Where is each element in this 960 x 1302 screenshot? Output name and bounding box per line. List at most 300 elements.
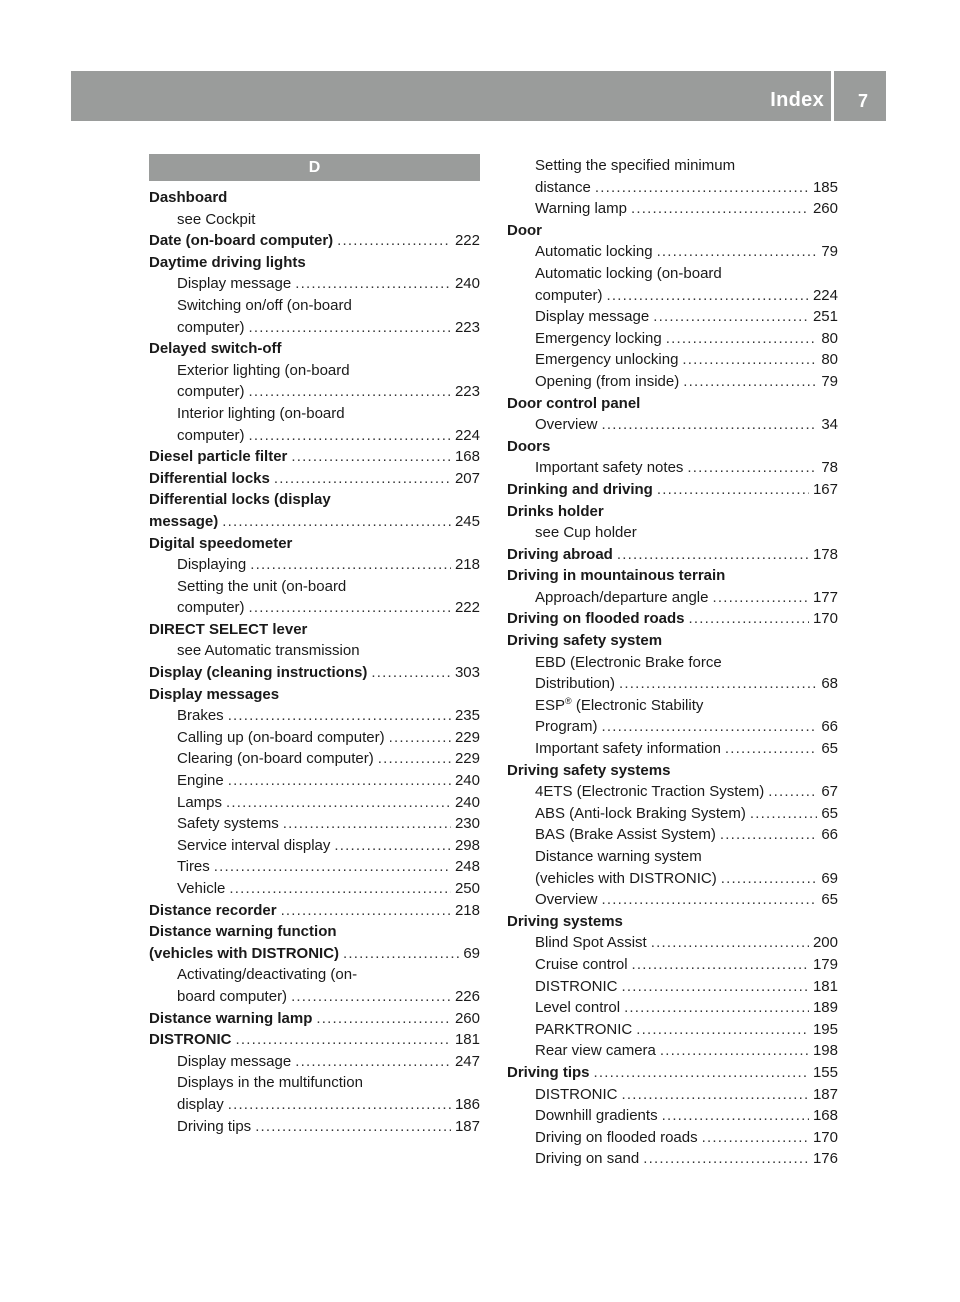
- page-reference[interactable]: 65: [821, 740, 838, 758]
- page-reference[interactable]: 198: [812, 1042, 838, 1060]
- dot-leader: [687, 457, 817, 479]
- index-entry: [149, 1029, 480, 1051]
- entry-text: Activating/deactivating (on-: [177, 966, 358, 984]
- index-entry: [149, 511, 480, 533]
- entry-text: Exterior lighting (on-board: [177, 361, 350, 379]
- dot-leader: [595, 177, 809, 199]
- index-subentry: [507, 587, 838, 609]
- entry-text: Interior lighting (on-board: [177, 404, 345, 422]
- page-reference[interactable]: 178: [812, 545, 838, 563]
- dot-leader: [249, 381, 451, 403]
- index-subentry: [507, 932, 838, 954]
- entry-text: Emergency locking: [535, 329, 662, 347]
- index-entry: [149, 1008, 480, 1030]
- entry-text: see Automatic transmission: [177, 642, 360, 660]
- index-subentry: [507, 1084, 838, 1106]
- dot-leader: [291, 986, 451, 1008]
- dot-leader: [602, 414, 818, 436]
- section-title: Index: [770, 89, 824, 111]
- entry-text: Doors: [507, 437, 551, 455]
- dot-leader: [662, 1105, 809, 1127]
- entry-text: 4ETS (Electronic Traction System): [535, 783, 765, 801]
- dot-leader: [214, 856, 451, 878]
- dot-leader: [720, 824, 817, 846]
- index-entry: [149, 230, 480, 252]
- entry-list: [149, 187, 480, 1137]
- entry-text: Setting the unit (on-board: [177, 577, 347, 595]
- index-entry: [507, 393, 838, 415]
- page-reference[interactable]: 168: [454, 448, 480, 466]
- entry-text: Display message: [177, 1052, 292, 1070]
- index-subentry: [507, 263, 838, 285]
- index-subentry: [149, 597, 480, 619]
- entry-text: Overview: [535, 416, 598, 434]
- entry-text: EBD (Electronic Brake force: [535, 653, 722, 671]
- index-subentry: [507, 371, 838, 393]
- dot-leader: [389, 727, 451, 749]
- entry-text: Distance warning function: [149, 923, 337, 941]
- dot-leader: [228, 770, 451, 792]
- entry-text: Date (on-board computer): [149, 232, 334, 250]
- index-subentry: [149, 425, 480, 447]
- dot-leader: [666, 328, 818, 350]
- entry-text: see Cockpit: [177, 210, 256, 228]
- entry-text: board computer): [177, 987, 288, 1005]
- dot-leader: [607, 285, 809, 307]
- dot-leader: [712, 587, 809, 609]
- entry-text: Service interval display: [177, 836, 331, 854]
- entry-text: Driving on flooded roads: [535, 1128, 698, 1146]
- index-entry: [149, 338, 480, 360]
- entry-text: Displaying: [177, 556, 247, 574]
- entry-text: PARKTRONIC: [535, 1020, 633, 1038]
- index-entry: [149, 921, 480, 943]
- index-subentry: [507, 803, 838, 825]
- index-subentry: [149, 640, 480, 662]
- dot-leader: [371, 662, 451, 684]
- entry-text: Brakes: [177, 707, 224, 725]
- index-subentry: [507, 673, 838, 695]
- entry-text: computer): [535, 286, 603, 304]
- entry-text: BAS (Brake Assist System): [535, 826, 716, 844]
- dot-leader: [689, 608, 809, 630]
- index-entry: [149, 468, 480, 490]
- entry-text: DISTRONIC: [535, 977, 618, 995]
- index-subentry: [507, 738, 838, 760]
- entry-text: Driving tips: [177, 1117, 252, 1135]
- entry-text: Switching on/off (on-board: [177, 296, 352, 314]
- dot-leader: [228, 705, 451, 727]
- entry-text: Delayed switch-off: [149, 340, 282, 358]
- entry-text: Display messages: [149, 685, 280, 703]
- page-reference[interactable]: 240: [454, 275, 480, 293]
- entry-text: Vehicle: [177, 880, 226, 897]
- index-column-left: [149, 154, 480, 1137]
- index-entry: [149, 252, 480, 274]
- entry-text: computer): [177, 383, 245, 401]
- entry-text: DISTRONIC: [535, 1085, 618, 1103]
- index-subentry: [507, 889, 838, 911]
- dot-leader: [682, 349, 817, 371]
- dot-leader: [657, 479, 809, 501]
- dot-leader: [283, 813, 451, 835]
- page-reference[interactable]: 218: [454, 901, 480, 919]
- page-reference[interactable]: 69: [821, 869, 838, 887]
- index-subentry: [149, 1116, 480, 1138]
- index-subentry: [507, 414, 838, 436]
- index-subentry: [507, 954, 838, 976]
- index-entry: [149, 943, 480, 965]
- index-subentry: [507, 1019, 838, 1041]
- dot-leader: [660, 1040, 809, 1062]
- index-subentry: [149, 1072, 480, 1094]
- index-subentry: [507, 976, 838, 998]
- entry-text: Differential locks (display: [149, 491, 331, 509]
- entry-list: [507, 155, 838, 1170]
- dot-leader: [334, 835, 451, 857]
- index-subentry: [149, 576, 480, 598]
- index-column-right: [507, 155, 838, 1170]
- entry-text: Drinks holder: [507, 502, 604, 520]
- page-reference[interactable]: 251: [812, 308, 838, 326]
- dot-leader: [624, 997, 809, 1019]
- entry-text: computer): [177, 318, 245, 336]
- page-reference[interactable]: 218: [454, 556, 480, 574]
- index-subentry: [149, 209, 480, 231]
- page-reference[interactable]: 155: [812, 1063, 838, 1081]
- index-subentry: [149, 964, 480, 986]
- page-reference[interactable]: 248: [454, 858, 480, 876]
- page-reference[interactable]: 168: [812, 1107, 838, 1125]
- entry-text: Driving abroad: [507, 545, 613, 563]
- index-entry: [507, 501, 838, 523]
- index-entry: [149, 446, 480, 468]
- index-subentry: [507, 1148, 838, 1170]
- entry-text: Rear view camera: [535, 1042, 656, 1060]
- index-subentry: [149, 835, 480, 857]
- entry-text: computer): [177, 599, 245, 617]
- page-reference[interactable]: 226: [454, 987, 480, 1005]
- index-entry: [507, 1062, 838, 1084]
- index-entry: [149, 489, 480, 511]
- index-entry: [149, 533, 480, 555]
- page-reference[interactable]: 223: [454, 383, 480, 401]
- dot-leader: [249, 425, 451, 447]
- entry-text: Driving safety systems: [507, 761, 671, 779]
- page-reference[interactable]: 65: [821, 804, 838, 822]
- index-subentry: [507, 328, 838, 350]
- index-subentry: [149, 878, 480, 900]
- index-subentry: [149, 1051, 480, 1073]
- entry-text: Driving systems: [507, 912, 623, 930]
- page-reference[interactable]: 177: [812, 588, 838, 606]
- page-reference[interactable]: 245: [454, 512, 480, 530]
- dot-leader: [619, 673, 817, 695]
- dot-leader: [750, 803, 817, 825]
- entry-text: Lamps: [177, 793, 223, 811]
- page-reference[interactable]: 230: [454, 815, 480, 833]
- page-reference[interactable]: 235: [454, 707, 480, 725]
- dot-leader: [631, 198, 809, 220]
- index-entry: [507, 479, 838, 501]
- entry-text: Distance warning lamp: [149, 1009, 313, 1027]
- page-reference[interactable]: 187: [454, 1117, 480, 1135]
- entry-text: display: [177, 1095, 224, 1113]
- index-subentry: [507, 1105, 838, 1127]
- index-subentry: [507, 349, 838, 371]
- entry-text: Important safety notes: [535, 459, 684, 477]
- entry-text: message): [149, 512, 219, 530]
- dot-leader: [768, 781, 817, 803]
- index-subentry: [507, 522, 838, 544]
- dot-leader: [594, 1062, 809, 1084]
- index-subentry: [149, 986, 480, 1008]
- entry-text: Door control panel: [507, 394, 641, 412]
- page-reference[interactable]: 67: [821, 783, 838, 801]
- dot-leader: [617, 544, 809, 566]
- index-entry: [149, 187, 480, 209]
- index-subentry: [149, 403, 480, 425]
- dot-leader: [632, 954, 809, 976]
- entry-text: Digital speedometer: [149, 534, 293, 552]
- entry-text: Dashboard: [149, 189, 228, 206]
- entry-text: Tires: [177, 858, 210, 876]
- page-reference[interactable]: 65: [821, 891, 838, 909]
- entry-text: ABS (Anti-lock Braking System): [535, 804, 746, 822]
- index-entry: [507, 608, 838, 630]
- index-subentry: [149, 554, 480, 576]
- entry-text: Safety systems: [177, 815, 279, 833]
- index-subentry: [149, 813, 480, 835]
- index-subentry: [149, 1094, 480, 1116]
- header-divider: [831, 71, 834, 121]
- page-reference[interactable]: 167: [812, 480, 838, 498]
- page-reference[interactable]: 247: [454, 1052, 480, 1070]
- entry-text: Displays in the multifunction: [177, 1074, 363, 1092]
- page-reference[interactable]: 303: [454, 664, 480, 682]
- dot-leader: [622, 976, 809, 998]
- index-subentry: [149, 705, 480, 727]
- dot-leader: [249, 317, 451, 339]
- entry-text: Emergency unlocking: [535, 351, 679, 369]
- page-reference[interactable]: 186: [454, 1095, 480, 1113]
- page-reference[interactable]: 170: [812, 1128, 838, 1146]
- page-reference[interactable]: 224: [454, 426, 480, 444]
- page-reference[interactable]: 181: [812, 977, 838, 995]
- page-reference[interactable]: 260: [454, 1009, 480, 1027]
- index-entry: [149, 619, 480, 641]
- dot-leader: [295, 273, 451, 295]
- index-subentry: [507, 1040, 838, 1062]
- page-reference[interactable]: 207: [454, 469, 480, 487]
- page-reference[interactable]: 224: [812, 286, 838, 304]
- entry-text: Engine: [177, 772, 224, 790]
- entry-text: Door: [507, 221, 542, 239]
- index-subentry: [507, 997, 838, 1019]
- dot-leader: [274, 468, 451, 490]
- page-reference[interactable]: 34: [821, 416, 838, 434]
- entry-text: computer): [177, 426, 245, 444]
- entry-text: Distribution): [535, 675, 616, 693]
- dot-leader: [602, 716, 818, 738]
- index-subentry: [507, 652, 838, 674]
- index-subentry: [507, 695, 838, 717]
- page-reference[interactable]: 298: [454, 836, 480, 854]
- index-subentry: [507, 781, 838, 803]
- index-subentry: [149, 381, 480, 403]
- dot-leader: [229, 878, 451, 900]
- dot-leader: [343, 943, 459, 965]
- page-reference[interactable]: 79: [821, 243, 838, 261]
- page-reference[interactable]: 229: [454, 728, 480, 746]
- page-reference[interactable]: 240: [454, 793, 480, 811]
- dot-leader: [281, 900, 451, 922]
- index-subentry: [149, 273, 480, 295]
- index-subentry: [507, 868, 838, 890]
- section-letter-heading: D: [149, 154, 480, 181]
- entry-text: Daytime driving lights: [149, 253, 306, 271]
- entry-text: Automatic locking (on-board: [535, 264, 722, 282]
- dot-leader: [337, 230, 451, 252]
- entry-text: DISTRONIC: [149, 1031, 232, 1049]
- entry-text: Overview: [535, 891, 598, 909]
- index-entry: [507, 911, 838, 933]
- page-reference[interactable]: 66: [821, 718, 838, 736]
- page-reference[interactable]: 68: [821, 675, 838, 693]
- page-reference[interactable]: 189: [812, 999, 838, 1017]
- entry-text: Automatic locking: [535, 243, 653, 261]
- entry-text: (vehicles with DISTRONIC): [149, 944, 340, 962]
- index-subentry: [149, 727, 480, 749]
- entry-text: Clearing (on-board computer): [177, 750, 374, 768]
- page-reference[interactable]: 229: [454, 750, 480, 768]
- entry-text: ESP® (Electronic Stability: [535, 695, 704, 714]
- page-reference[interactable]: 240: [454, 772, 480, 790]
- index-subentry: [149, 856, 480, 878]
- entry-text: see Cup holder: [535, 524, 637, 542]
- page-reference[interactable]: 79: [821, 372, 838, 390]
- page-reference[interactable]: 66: [821, 826, 838, 844]
- index-subentry: [507, 306, 838, 328]
- index-subentry: [507, 155, 838, 177]
- entry-text: Differential locks: [149, 469, 270, 487]
- entry-text: Diesel particle filter: [149, 448, 288, 466]
- index-subentry: [149, 792, 480, 814]
- entry-text: Opening (from inside): [535, 372, 680, 390]
- page-reference[interactable]: 222: [454, 599, 480, 617]
- page-reference[interactable]: 78: [821, 459, 838, 477]
- entry-text: Warning lamp: [535, 200, 627, 218]
- dot-leader: [653, 306, 809, 328]
- entry-text: Distance recorder: [149, 901, 277, 919]
- index-subentry: [149, 360, 480, 382]
- page-number: 7: [857, 91, 868, 111]
- page-reference[interactable]: 187: [812, 1085, 838, 1103]
- index-entry: [507, 220, 838, 242]
- entry-text: Approach/departure angle: [535, 588, 709, 606]
- index-entry: [507, 630, 838, 652]
- entry-text: Program): [535, 718, 598, 736]
- index-subentry: [507, 285, 838, 307]
- dot-leader: [222, 511, 451, 533]
- dot-leader: [636, 1019, 809, 1041]
- page-reference[interactable]: 223: [454, 318, 480, 336]
- entry-text: (vehicles with DISTRONIC): [535, 869, 717, 887]
- page-reference[interactable]: 181: [454, 1031, 480, 1049]
- index-entry: [507, 760, 838, 782]
- page-reference[interactable]: 80: [821, 351, 838, 369]
- entry-text: Driving in mountainous terrain: [507, 567, 726, 585]
- index-subentry: [507, 1127, 838, 1149]
- entry-text: Driving tips: [507, 1063, 590, 1081]
- page-reference[interactable]: 260: [812, 200, 838, 218]
- entry-text: Display message: [535, 308, 650, 326]
- dot-leader: [316, 1008, 451, 1030]
- index-entry: [149, 900, 480, 922]
- dot-leader: [643, 1148, 809, 1170]
- index-entry: [507, 544, 838, 566]
- entry-text: Display message: [177, 275, 292, 293]
- entry-text: Driving on flooded roads: [507, 610, 685, 628]
- dot-leader: [295, 1051, 451, 1073]
- entry-text: Downhill gradients: [535, 1107, 658, 1125]
- entry-text: Distance warning system: [535, 848, 702, 865]
- dot-leader: [249, 597, 451, 619]
- index-subentry: [507, 716, 838, 738]
- page-reference[interactable]: 179: [812, 955, 838, 973]
- dot-leader: [683, 371, 817, 393]
- entry-text: distance: [535, 178, 591, 196]
- page-reference[interactable]: 222: [454, 232, 480, 250]
- page-reference[interactable]: 250: [454, 880, 480, 897]
- dot-leader: [725, 738, 817, 760]
- entry-text: Driving on sand: [535, 1150, 640, 1168]
- dot-leader: [622, 1084, 809, 1106]
- dot-leader: [651, 932, 809, 954]
- index-subentry: [149, 317, 480, 339]
- index-entry: [507, 565, 838, 587]
- page-reference[interactable]: 185: [812, 178, 838, 196]
- page-reference[interactable]: 80: [821, 329, 838, 347]
- entry-text: Calling up (on-board computer): [177, 728, 385, 746]
- page-reference[interactable]: 176: [812, 1150, 838, 1168]
- page-reference[interactable]: 200: [812, 934, 838, 952]
- index-subentry: [149, 770, 480, 792]
- index-subentry: [507, 198, 838, 220]
- dot-leader: [291, 446, 451, 468]
- index-subentry: [507, 457, 838, 479]
- dot-leader: [255, 1116, 451, 1138]
- entry-text: Important safety information: [535, 740, 721, 758]
- entry-text: Drinking and driving: [507, 480, 653, 498]
- index-entry: [507, 436, 838, 458]
- page-reference[interactable]: 69: [463, 944, 480, 962]
- dot-leader: [250, 554, 451, 576]
- entry-text: Display (cleaning instructions): [149, 664, 368, 682]
- index-subentry: [507, 177, 838, 199]
- entry-text: Level control: [535, 999, 621, 1017]
- entry-text: Driving safety system: [507, 632, 663, 650]
- page-header: [71, 71, 886, 121]
- dot-leader: [602, 889, 818, 911]
- index-subentry: [507, 824, 838, 846]
- page-reference[interactable]: 195: [812, 1020, 838, 1038]
- page-reference[interactable]: 170: [812, 610, 838, 628]
- index-subentry: [507, 846, 838, 868]
- dot-leader: [657, 241, 818, 263]
- dot-leader: [702, 1127, 809, 1149]
- index-entry: [149, 662, 480, 684]
